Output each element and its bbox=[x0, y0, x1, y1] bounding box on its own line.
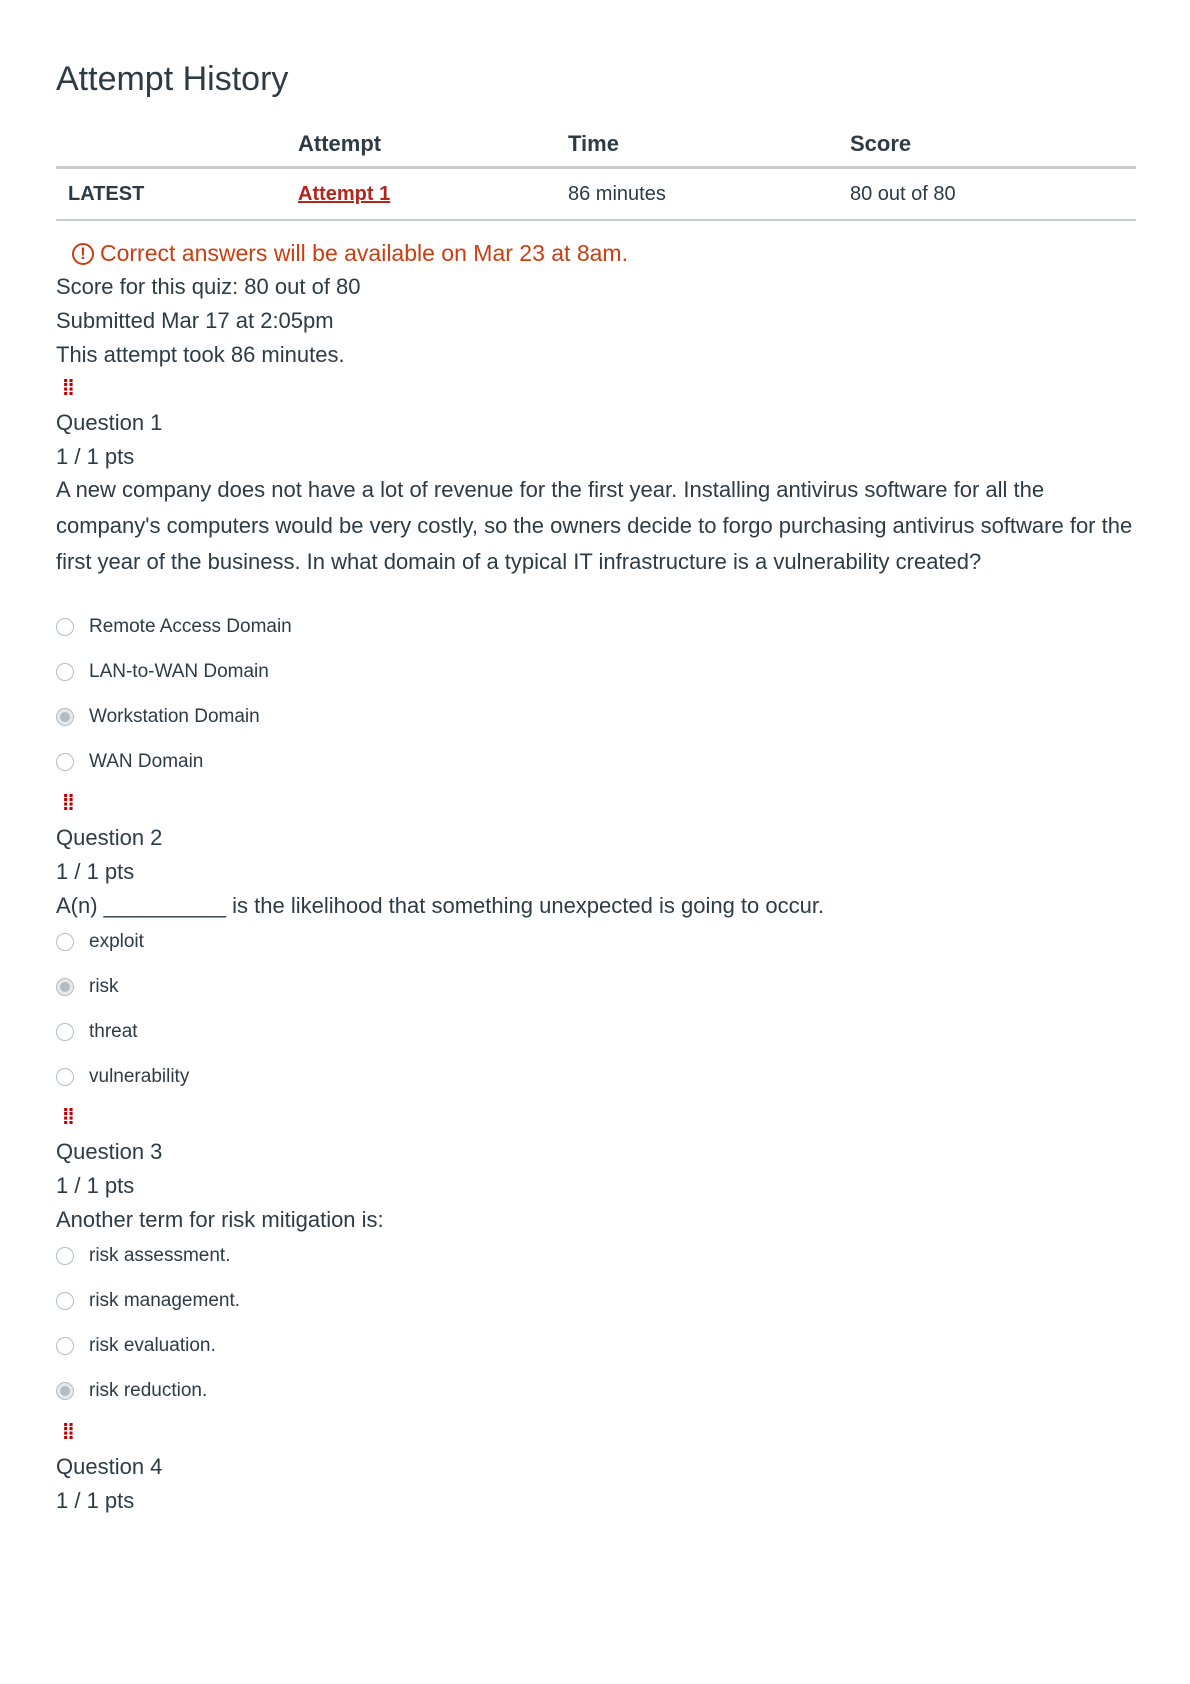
radio-button-selected[interactable] bbox=[56, 1382, 74, 1400]
submitted-time: Submitted Mar 17 at 2:05pm bbox=[56, 308, 334, 333]
question-1-option-3[interactable] bbox=[56, 706, 260, 728]
option-label: risk management. bbox=[89, 1290, 241, 1311]
attempt-time: 86 minutes bbox=[568, 168, 850, 221]
header-blank bbox=[56, 122, 298, 168]
attempt-history-table bbox=[56, 122, 1136, 221]
radio-button[interactable] bbox=[56, 618, 74, 636]
radio-button[interactable] bbox=[56, 753, 74, 771]
option-label: Remote Access Domain bbox=[89, 616, 292, 637]
latest-label: LATEST bbox=[56, 168, 298, 221]
question-1-option-2[interactable] bbox=[56, 661, 269, 683]
question-3-option-1[interactable] bbox=[56, 1245, 230, 1267]
drag-handle-icon[interactable]: ⁞⁞ bbox=[62, 790, 73, 815]
question-4-points: 1 / 1 pts bbox=[56, 1488, 135, 1513]
question-3-text: Another term for risk mitigation is: bbox=[56, 1207, 384, 1232]
radio-button[interactable] bbox=[56, 663, 74, 681]
option-label: threat bbox=[89, 1021, 138, 1042]
option-label: risk evaluation. bbox=[89, 1335, 216, 1356]
drag-handle-icon[interactable]: ⁞⁞ bbox=[62, 1419, 73, 1444]
option-label: exploit bbox=[89, 931, 144, 952]
radio-button[interactable] bbox=[56, 1023, 74, 1041]
notice-text: Correct answers will be available on Mar 23 at 8am. bbox=[100, 240, 628, 266]
header-attempt: Attempt bbox=[298, 122, 568, 168]
correct-answers-notice bbox=[72, 240, 628, 267]
radio-button[interactable] bbox=[56, 933, 74, 951]
radio-button[interactable] bbox=[56, 1292, 74, 1310]
question-1-option-4[interactable] bbox=[56, 751, 203, 773]
attempt-1-link[interactable]: Attempt 1 bbox=[298, 182, 391, 205]
question-4-title: Question 4 bbox=[56, 1454, 163, 1479]
question-2-option-4[interactable] bbox=[56, 1066, 189, 1088]
header-time: Time bbox=[568, 122, 850, 168]
drag-handle-icon[interactable]: ⁞⁞ bbox=[62, 1104, 73, 1129]
attempt-score: 80 out of 80 bbox=[850, 168, 1136, 221]
radio-button[interactable] bbox=[56, 1247, 74, 1265]
question-2-option-2[interactable] bbox=[56, 976, 119, 998]
radio-button-selected[interactable] bbox=[56, 708, 74, 726]
question-2-text: A(n) __________ is the likelihood that something unexpected is going to occur. bbox=[56, 893, 825, 918]
option-label: vulnerability bbox=[89, 1066, 190, 1087]
question-2-option-3[interactable] bbox=[56, 1021, 138, 1043]
option-label: risk assessment. bbox=[89, 1245, 231, 1266]
quiz-score: Score for this quiz: 80 out of 80 bbox=[56, 274, 361, 299]
question-2-points: 1 / 1 pts bbox=[56, 859, 135, 884]
radio-button[interactable] bbox=[56, 1068, 74, 1086]
question-3-option-4[interactable] bbox=[56, 1380, 207, 1402]
question-2-option-1[interactable] bbox=[56, 931, 144, 953]
question-1-text: A new company does not have a lot of revenue for the first year. Installing antivirus software for all the company's computers would be very costly, so the owners decide to forgo purchasing antivirus software for the first year of the business. In what domain of a typical IT infrastructure is a vulnerability created? bbox=[56, 477, 1133, 574]
question-3-title: Question 3 bbox=[56, 1139, 163, 1164]
question-1-points: 1 / 1 pts bbox=[56, 444, 135, 469]
table-header-row bbox=[56, 122, 1136, 168]
option-label: WAN Domain bbox=[89, 751, 204, 772]
question-1-option-1[interactable] bbox=[56, 616, 292, 638]
option-label: Workstation Domain bbox=[89, 706, 260, 727]
radio-button[interactable] bbox=[56, 1337, 74, 1355]
question-1-title: Question 1 bbox=[56, 410, 163, 435]
attempt-duration: This attempt took 86 minutes. bbox=[56, 342, 345, 367]
question-3-option-3[interactable] bbox=[56, 1335, 216, 1357]
question-2-title: Question 2 bbox=[56, 825, 163, 850]
question-3-option-2[interactable] bbox=[56, 1290, 240, 1312]
header-score: Score bbox=[850, 122, 1136, 168]
page-title: Attempt History bbox=[56, 60, 289, 98]
option-label: LAN-to-WAN Domain bbox=[89, 661, 269, 682]
question-3-points: 1 / 1 pts bbox=[56, 1173, 135, 1198]
radio-button-selected[interactable] bbox=[56, 978, 74, 996]
option-label: risk bbox=[89, 976, 119, 997]
drag-handle-icon[interactable]: ⁞⁞ bbox=[62, 375, 73, 400]
warning-circle-icon: ! bbox=[72, 243, 94, 265]
table-row bbox=[56, 168, 1136, 221]
option-label: risk reduction. bbox=[89, 1380, 208, 1401]
